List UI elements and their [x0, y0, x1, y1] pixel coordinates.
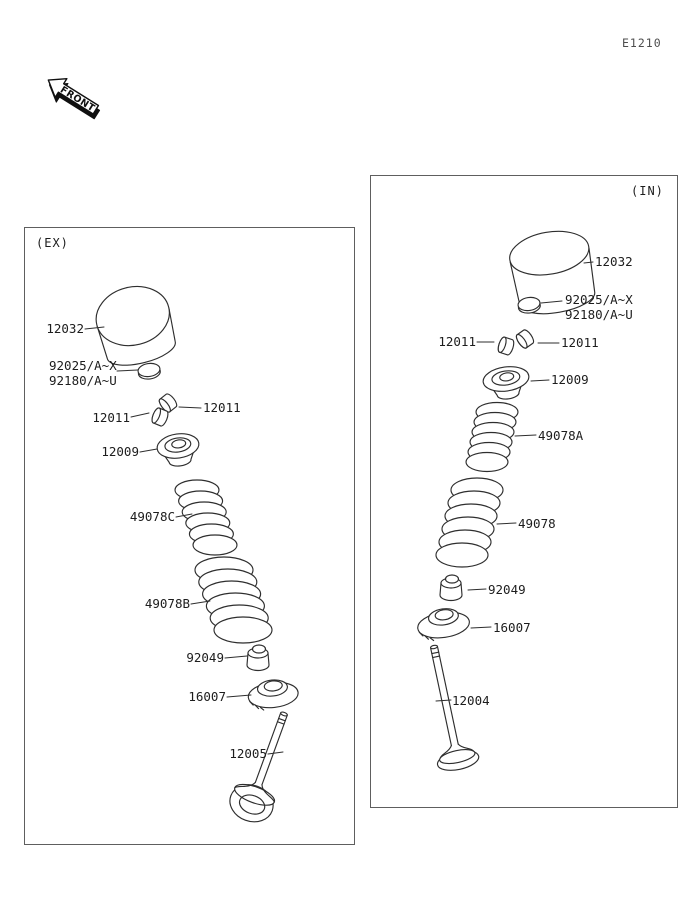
label-ex-keeper-left: 12011	[92, 410, 130, 425]
ex-inner-spring-drawing	[175, 480, 237, 555]
leader-line	[225, 656, 247, 658]
label-ex-keeper-right: 12011	[203, 400, 241, 415]
label-ex-spring-outer: 49078B	[144, 596, 190, 611]
label-in-spring-inner: 49078A	[538, 428, 584, 443]
diagram-code: E1210	[622, 36, 662, 50]
in-keepers-drawing	[497, 328, 536, 356]
front-direction-arrow	[30, 56, 114, 128]
label-ex-shim-line1: 92025/A~X	[49, 358, 117, 373]
leader-line	[471, 627, 491, 628]
leader-line	[531, 380, 549, 381]
leader-line	[497, 523, 516, 524]
in-spring-seat-drawing	[416, 605, 472, 642]
front-label: FRONT	[58, 84, 97, 115]
ex-seal-drawing	[247, 645, 269, 671]
label-in-tappet: 12032	[595, 254, 633, 269]
leader-line	[179, 407, 201, 408]
label-in-spring-outer: 49078	[518, 516, 556, 531]
label-in-shim-line2: 92180/A~U	[565, 307, 633, 322]
leader-line	[268, 752, 283, 754]
leader-line	[227, 695, 251, 697]
ex-shim-drawing	[137, 362, 161, 380]
leader-line	[131, 413, 149, 417]
label-ex-spring-seat: 16007	[188, 689, 226, 704]
ex-retainer-drawing	[156, 431, 202, 469]
ex-valve-drawing	[225, 705, 306, 828]
panel-in-title: (IN)	[631, 184, 664, 198]
label-in-keeper-right: 12011	[561, 335, 599, 350]
ex-spring-seat-drawing	[247, 677, 300, 711]
label-ex-seal: 92049	[186, 650, 224, 665]
label-in-valve: 12004	[452, 693, 490, 708]
in-retainer-drawing	[482, 364, 532, 402]
label-ex-shim-line2: 92180/A~U	[49, 373, 117, 388]
leader-line	[140, 449, 157, 452]
label-ex-spring-inner: 49078C	[129, 509, 175, 524]
panel-ex-title: (EX)	[36, 236, 69, 250]
front-arrow-shape	[41, 71, 105, 124]
ex-keepers-drawing	[150, 392, 178, 427]
leader-line	[515, 435, 536, 436]
leader-line	[468, 589, 486, 590]
label-in-spring-seat: 16007	[493, 620, 531, 635]
label-in-shim-line1: 92025/A~X	[565, 292, 633, 307]
label-in-keeper-left: 12011	[438, 334, 476, 349]
label-in-seal: 92049	[488, 582, 526, 597]
in-inner-spring-drawing	[466, 403, 518, 472]
in-outer-spring-drawing	[436, 478, 503, 567]
label-ex-tappet: 12032	[46, 321, 84, 336]
in-seal-drawing	[440, 575, 462, 601]
leader-line	[117, 370, 138, 371]
ex-outer-spring-drawing	[195, 557, 272, 643]
label-ex-retainer: 12009	[101, 444, 139, 459]
label-ex-valve: 12005	[229, 746, 267, 761]
label-in-retainer: 12009	[551, 372, 589, 387]
